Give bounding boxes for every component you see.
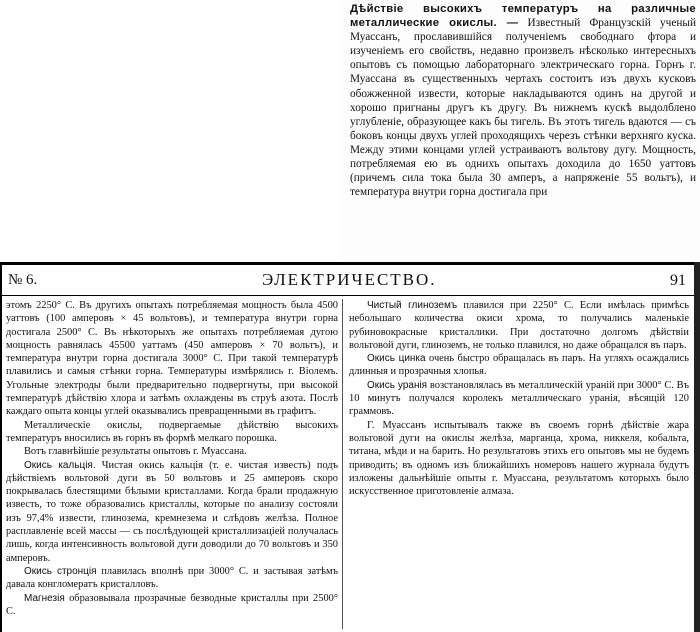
- paragraph: [349, 352, 689, 379]
- paragraph: [6, 565, 338, 592]
- paragraph: Металлическіе окислы, подвергаемые дѣйствію высокихъ температуръ вносились въ горнъ въ формѣ мелкаго порошка.: [6, 419, 338, 444]
- paragraph: [349, 379, 689, 419]
- right-column: [349, 299, 689, 498]
- journal-title: ЭЛЕКТРИЧЕСТВО.: [262, 270, 437, 289]
- article-title: Дѣйствіе высокихъ температуръ на различные металлические окислы. —: [350, 3, 696, 30]
- paragraph-lead: Чистый глиноземъ: [367, 300, 458, 311]
- issue-number: № 6.: [8, 272, 38, 288]
- paragraph-lead: Окись кальція.: [24, 459, 96, 471]
- paragraph-lead: Окись стронція: [24, 565, 97, 577]
- paragraph: Г. Муассанъ испытывалъ также въ своемъ горнѣ дѣйствіе жара вольтовой дуги на окислы желѣза, марганца, хрома, никкеля, кобальта, титана, мѣди и на барить. Но результатовъ этихъ его опытовъ мы не будемъ приводить; въ одномъ изъ ближайшихъ номеровъ нашего журнала будутъ изложены дальнѣйшіе опыты г. Муассана, результатомъ которыхъ было искусственное приготовленіе алмаза.: [349, 419, 689, 498]
- paragraph-text: Чистая окись кальція (т. е. чистая известь) подъ дѣйствіемъ вольтовой дуги въ 50 вольтовъ и 25 амперовъ скоро покрывалась блестящими бѣлыми кристаллами. Когда брали продажную известь, то тоже образовались кристаллы, которые по анализу состояли изъ 97,4% извести, глинозема, кремнезема и слѣдовъ желѣза. Полное расплавленіе всей массы — съ послѣдующей кристаллизаціей получалась лишь, когда интенсивность вольтовой дуги доводили до 70 вольтовъ и 350 амперовъ.: [6, 459, 338, 564]
- paragraph-lead: Магнезія: [24, 592, 65, 604]
- clipping-top: [340, 0, 700, 258]
- paragraph: [6, 459, 338, 565]
- paragraph: Вотъ главнѣйшіе результаты опытовъ г. Муассана.: [24, 446, 247, 458]
- page-number: 91: [670, 272, 686, 289]
- page-edge-shadow: [694, 262, 700, 632]
- journal-page: [0, 262, 700, 632]
- paragraph-text: плавился при 2250° С. Если имѣлась примѣсь небольшаго количества окиси хрома, то получались маленькіе рубиновокрасные кристаллики. При достаточно долгомъ дѣйствіи вольтовой дуги, глиноземъ, не только плавился, но даже обращался въ паръ.: [349, 300, 689, 351]
- paragraph-text: образовывала прозрачные безводные кристаллы при 2500° С.: [6, 592, 338, 617]
- paragraph: этомъ 2250° С. Въ другихъ опытахъ потребляемая мощность была 4500 уаттовъ (100 амперовъ × 45 вольтовъ), и температура внутри горна достигала 2500° С. Въ нѣкоторыхъ же опытахъ потребляемая дугою мощность равнялась 45500 уаттамъ (450 амперовъ × 70 вольтъ), и температура внутри горна достигала 3000° С. При такой температурѣ плавились и самыя стѣнки горна. Температуры измѣрялись г. Віолемъ. Угольные электроды были предварительно подвергнуты, при высокой температурѣ дѣйствію хлора и затѣмъ охлаждены въ струѣ азота. Послѣ каждаго опыта концы углей оказывались превращенными въ графитъ.: [6, 300, 338, 418]
- left-column: [6, 299, 338, 618]
- paragraph: [6, 592, 338, 619]
- paragraph-lead: Окись цинка: [367, 353, 426, 365]
- article-intro: Известный Французскій ученый Муассанъ, прославившійся полученіемъ свободнаго фтора и изученіемъ его свойствъ, недавно произвелъ нѣсколько интересныхъ опытовъ съ помощью лабораторнаго электрическаго горна. Горнъ г. Муассана въ существенныхъ чертахъ состоитъ изъ двухъ кусковъ обожженной извести, которые накладываются одинъ на другой и хорошо пригнаны другъ къ другу. Въ нижнемъ кускѣ выдолблено углубленіе, образующее какъ бы тигель. Въ этотъ тигель вдаются — съ боковъ концы двухъ углей проходящихъ черезъ стѣнки верхняго куска. Между этими концами углей устраиваютъ вольтову дугу. Мощность, потребляемая ею въ однихъ опытахъ доходила до 1650 уаттовъ (причемъ сила тока была 30 амперъ, а напряженіе 55 вольтъ), и температура внутри горна достигала при: [350, 17, 697, 199]
- page-header: [2, 267, 700, 296]
- paragraph-text: очень быстро обращалась въ паръ. На угляхъ осаждались длинныя и прозрачныя хлопья.: [349, 353, 689, 378]
- paragraph-lead: Окись уранія: [367, 379, 428, 391]
- paragraph-text: возстановлялась въ металлическій ураній при 3000° С. Въ 10 минутъ получался королекъ металлическаго уранія, вѣсящій 120 граммовъ.: [349, 379, 689, 418]
- paragraph-text: плавилась вполнѣ при 3000° С. и застывая затѣмъ давала конгломератъ кристалловъ.: [6, 565, 338, 591]
- column-divider: [342, 299, 343, 629]
- paragraph: [349, 299, 689, 352]
